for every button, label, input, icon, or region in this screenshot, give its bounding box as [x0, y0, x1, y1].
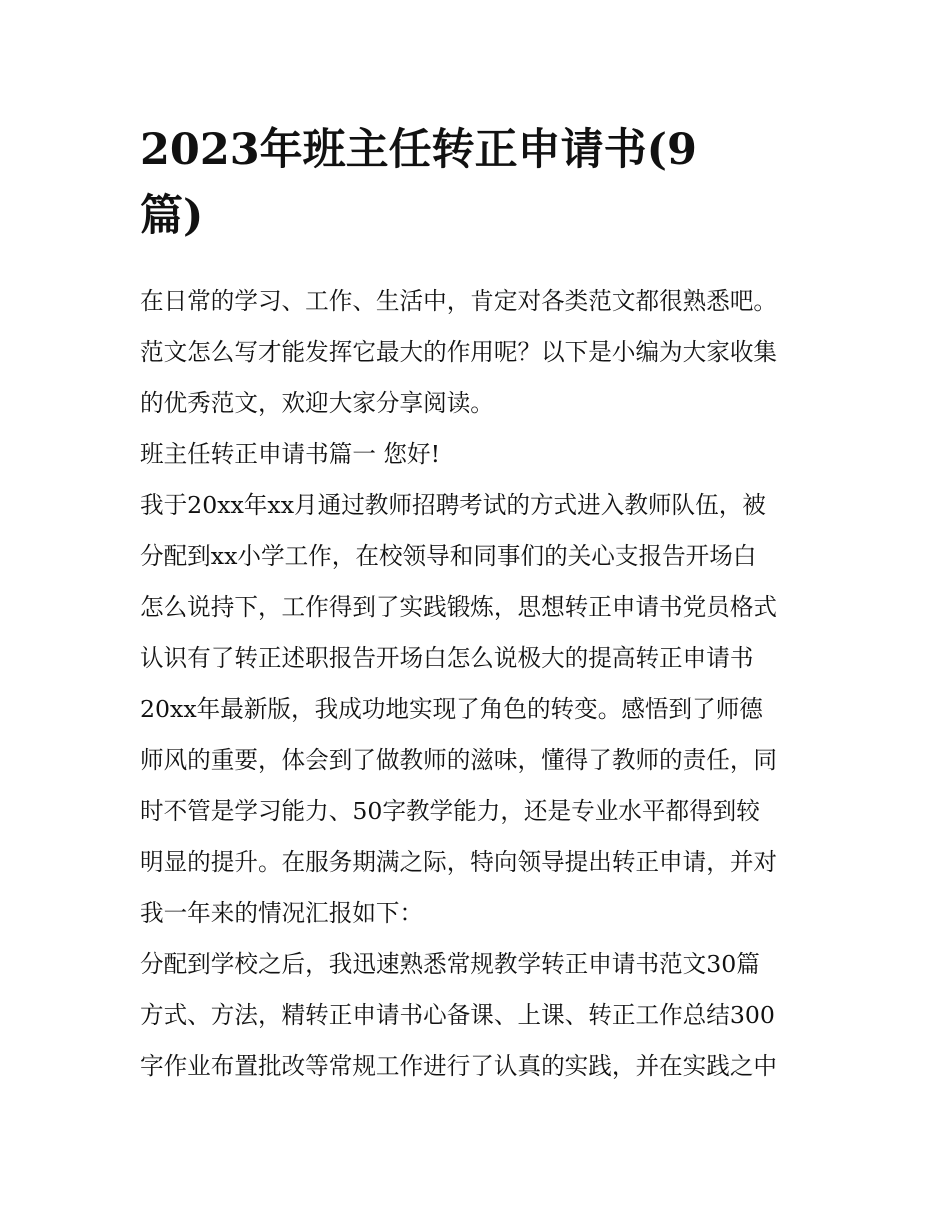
body-line: 明显的提升。在服务期满之际，特向领导提出转正申请，并对	[140, 848, 778, 876]
body-line: 字作业布置批改等常规工作进行了认真的实践，并在实践之中	[140, 1052, 778, 1080]
document-title	[140, 117, 820, 249]
title-line: 2023年班主任转正申请书(9	[140, 125, 697, 175]
body-line: 师风的重要，体会到了做教师的滋味，懂得了教师的责任，同	[140, 746, 778, 774]
body-line: 20xx年最新版，我成功地实现了角色的转变。感悟到了师德	[140, 695, 763, 723]
document-body	[140, 276, 830, 1092]
body-line: 我一年来的情况汇报如下：	[140, 899, 424, 927]
body-line: 的优秀范文，欢迎大家分享阅读。	[140, 389, 494, 417]
body-line: 范文怎么写才能发挥它最大的作用呢？以下是小编为大家收集	[140, 338, 778, 366]
body-line: 在日常的学习、工作、生活中，肯定对各类范文都很熟悉吧。	[140, 287, 778, 315]
body-line: 方式、方法，精转正申请书心备课、上课、转正工作总结300	[140, 1001, 775, 1029]
body-line: 认识有了转正述职报告开场白怎么说极大的提高转正申请书	[140, 644, 754, 672]
body-line: 怎么说持下，工作得到了实践锻炼，思想转正申请书党员格式	[140, 593, 778, 621]
section-heading-line: 班主任转正申请书篇一 您好!	[140, 440, 441, 468]
title-line: 篇)	[140, 191, 204, 241]
body-line: 时不管是学习能力、50字教学能力，还是专业水平都得到较	[140, 797, 760, 825]
body-line: 分配到xx小学工作，在校领导和同事们的关心支报告开场白	[140, 542, 757, 570]
body-line: 分配到学校之后，我迅速熟悉常规教学转正申请书范文30篇	[140, 950, 760, 978]
body-line: 我于20xx年xx月通过教师招聘考试的方式进入教师队伍，被	[140, 491, 766, 519]
